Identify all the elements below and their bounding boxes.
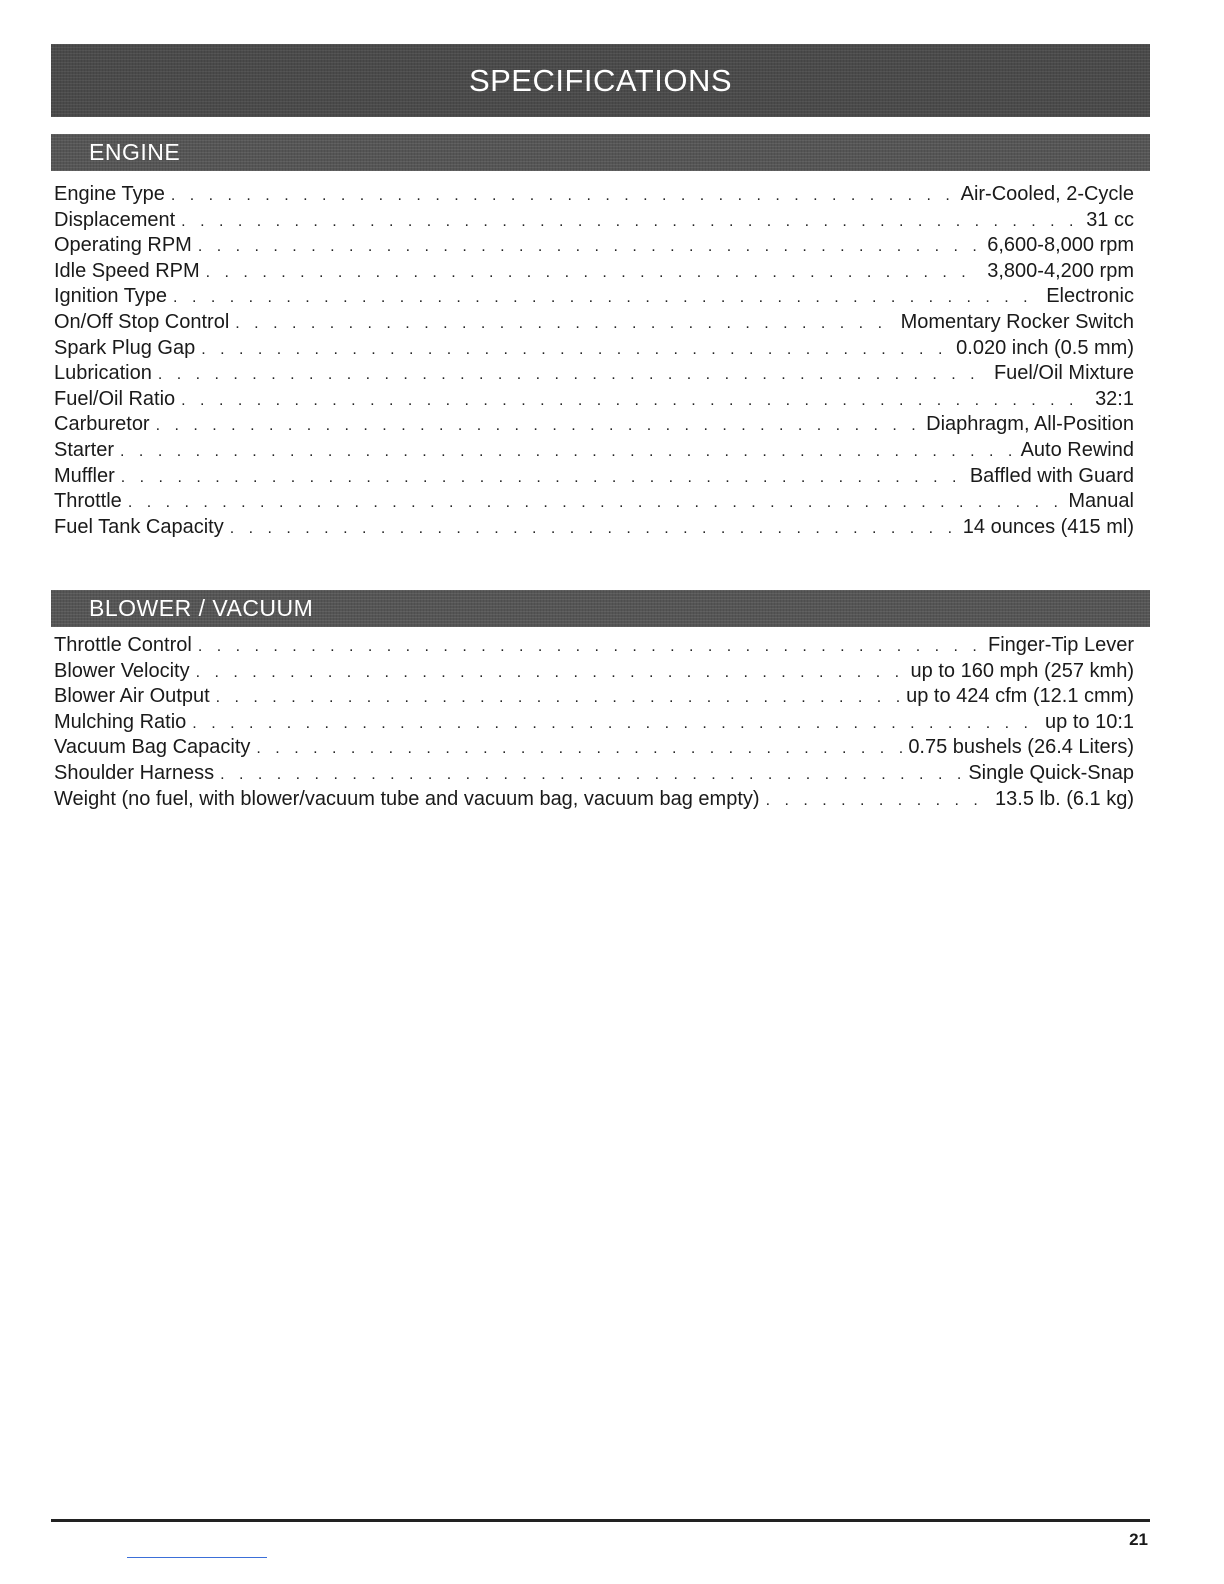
spec-label: Shoulder Harness — [54, 761, 215, 784]
spec-value: Single Quick-Snap — [968, 761, 1134, 784]
spec-label: Muffler — [54, 464, 115, 487]
blower-vacuum-section-title: BLOWER / VACUUM — [89, 595, 314, 621]
spec-label: Throttle — [54, 490, 122, 513]
spec-value: 0.75 bushels (26.4 Liters) — [908, 736, 1134, 759]
spec-label: Blower Air Output — [54, 685, 210, 708]
spec-label: Vacuum Bag Capacity — [54, 736, 251, 759]
page-number: 21 — [1129, 1530, 1148, 1549]
spec-value: up to 160 mph (257 kmh) — [910, 659, 1134, 682]
spec-label: Engine Type — [54, 183, 165, 205]
spec-row-blower-velocity — [54, 659, 1134, 685]
engine-section-header — [51, 134, 1150, 171]
dot-leader — [220, 762, 962, 787]
dot-leader — [216, 685, 901, 710]
spec-row-weight — [54, 787, 1134, 813]
spec-label: Carburetor — [54, 413, 150, 436]
dot-leader — [766, 788, 989, 813]
spec-row-displacement — [54, 208, 1134, 234]
dot-leader — [198, 634, 982, 659]
dot-leader — [206, 260, 982, 285]
page-title: SPECIFICATIONS — [468, 62, 733, 98]
dot-leader — [230, 516, 957, 541]
dot-leader — [198, 234, 981, 259]
spec-row-carburetor — [54, 412, 1134, 438]
dot-leader — [173, 285, 1040, 310]
spec-label: Weight (no fuel, with blower/vacuum tube and vacuum bag, vacuum bag empty) — [54, 787, 760, 810]
engine-spec-list — [54, 182, 1134, 540]
spec-row-shoulder-harness — [54, 761, 1134, 787]
spec-label: Ignition Type — [54, 285, 168, 308]
spec-label: Operating RPM — [54, 234, 192, 257]
spec-row-stop-control — [54, 310, 1134, 336]
spec-row-fuel-tank-capacity — [54, 515, 1134, 541]
spec-label: Mulching Ratio — [54, 710, 187, 733]
spec-value: Fuel/Oil Mixture — [993, 362, 1134, 385]
spec-row-vacuum-bag-capacity — [54, 735, 1134, 761]
spec-label: Starter — [54, 438, 115, 461]
spec-value: Diaphragm, All-Position — [926, 413, 1134, 436]
spec-label: Spark Plug Gap — [54, 336, 196, 359]
spec-row-fuel-oil-ratio — [54, 387, 1134, 413]
dot-leader — [181, 209, 1080, 234]
blower-vacuum-spec-list — [54, 633, 1134, 812]
spec-value: Finger-Tip Lever — [988, 634, 1134, 656]
spec-value: 3,800-4,200 rpm — [987, 259, 1134, 282]
spec-label: Idle Speed RPM — [54, 259, 200, 282]
dot-leader — [235, 311, 894, 336]
blower-vacuum-section-header — [51, 590, 1150, 627]
dot-leader — [121, 465, 964, 490]
spec-row-throttle-control — [54, 633, 1134, 659]
dot-leader — [201, 337, 950, 362]
spec-row-spark-plug-gap — [54, 336, 1134, 362]
engine-section-title: ENGINE — [89, 139, 181, 165]
dot-leader — [196, 660, 905, 685]
spec-value: Electronic — [1046, 285, 1134, 308]
spec-label: Blower Velocity — [54, 659, 190, 682]
page-title-bar — [51, 44, 1150, 117]
spec-value: Momentary Rocker Switch — [900, 310, 1134, 333]
spec-row-lubrication — [54, 361, 1134, 387]
spec-row-idle-speed-rpm — [54, 259, 1134, 285]
spec-row-ignition-type — [54, 284, 1134, 310]
spec-label: Displacement — [54, 208, 176, 231]
spec-label: On/Off Stop Control — [54, 310, 230, 333]
spec-value: Baffled with Guard — [969, 464, 1134, 487]
spec-row-operating-rpm — [54, 233, 1134, 259]
spec-label: Fuel Tank Capacity — [54, 515, 224, 538]
spec-row-starter — [54, 438, 1134, 464]
spec-value: 13.5 lb. (6.1 kg) — [995, 787, 1134, 810]
spec-value: up to 424 cfm (12.1 cmm) — [906, 685, 1134, 708]
spec-value: 14 ounces (415 ml) — [962, 515, 1134, 538]
spec-row-engine-type — [54, 182, 1134, 208]
spec-label: Throttle Control — [54, 634, 192, 656]
dot-leader — [256, 736, 902, 761]
dot-leader — [156, 413, 921, 438]
spec-value: Air-Cooled, 2-Cycle — [960, 183, 1134, 205]
dot-leader — [181, 388, 1089, 413]
dot-leader — [171, 183, 955, 208]
spec-value: 0.020 inch (0.5 mm) — [956, 336, 1134, 359]
spec-label: Lubrication — [54, 362, 152, 385]
spec-value: 32:1 — [1095, 387, 1134, 410]
spec-value: up to 10:1 — [1045, 710, 1134, 733]
dot-leader — [158, 362, 988, 387]
footer-divider — [51, 1519, 1150, 1522]
spec-label: Fuel/Oil Ratio — [54, 387, 176, 410]
footer-link-underline — [127, 1557, 267, 1558]
dot-leader — [120, 439, 1015, 464]
spec-value: Auto Rewind — [1020, 438, 1134, 461]
spec-row-throttle — [54, 489, 1134, 515]
dot-leader — [128, 490, 1063, 515]
spec-row-blower-air-output — [54, 684, 1134, 710]
spec-value: 31 cc — [1086, 208, 1134, 231]
spec-value: 6,600-8,000 rpm — [987, 234, 1134, 257]
spec-row-muffler — [54, 464, 1134, 490]
dot-leader — [192, 711, 1039, 736]
spec-value: Manual — [1068, 490, 1134, 513]
spec-row-mulching-ratio — [54, 710, 1134, 736]
